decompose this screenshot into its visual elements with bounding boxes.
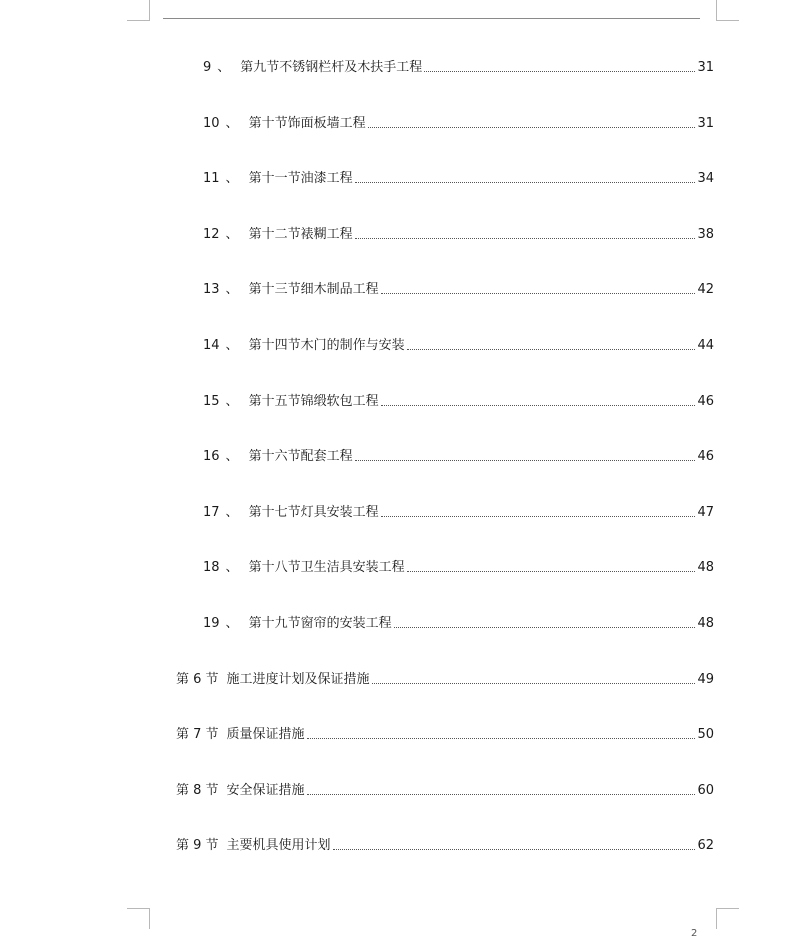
toc-entry-title: 质量保证措施: [226, 727, 305, 742]
toc-entry-page: 34: [697, 171, 714, 186]
toc-entry[interactable]: [176, 779, 714, 799]
toc-entry-number: 第 8 节: [176, 783, 219, 798]
toc-entry-number: 14: [203, 338, 220, 353]
toc-entry[interactable]: [203, 112, 714, 132]
toc-dot-leader: [407, 348, 696, 350]
toc-dot-leader: [372, 682, 696, 684]
toc-entry-separator: 、: [225, 116, 239, 131]
toc-entry-title: 第十六节配套工程: [248, 449, 353, 464]
toc-entry[interactable]: [203, 167, 714, 187]
toc-entry[interactable]: [176, 834, 714, 854]
toc-entry[interactable]: [176, 723, 714, 743]
page-corner-mark-bottom-left: [127, 908, 150, 929]
toc-entry[interactable]: [203, 278, 714, 298]
toc-dot-leader: [424, 70, 695, 72]
toc-entry-page: 62: [697, 838, 714, 853]
toc-entry-page: 38: [697, 227, 714, 242]
toc-entry-number: 13: [203, 282, 220, 297]
toc-entry-number: 第 6 节: [176, 672, 219, 687]
toc-dot-leader: [394, 626, 696, 628]
toc-entry-title: 第十一节油漆工程: [248, 171, 353, 186]
toc-entry-separator: 、: [225, 282, 239, 297]
toc-entry-separator: 、: [225, 505, 239, 520]
toc-entry-page: 48: [697, 560, 714, 575]
toc-entry-title: 第十三节细木制品工程: [248, 282, 379, 297]
toc-entry-page: 47: [697, 505, 714, 520]
toc-entry-number: 17: [203, 505, 220, 520]
toc-entry-number: 11: [203, 171, 220, 186]
toc-dot-leader: [355, 459, 696, 461]
toc-entry[interactable]: [203, 556, 714, 576]
toc-dot-leader: [333, 848, 696, 850]
toc-entry-title: 主要机具使用计划: [226, 838, 331, 853]
toc-entry[interactable]: [203, 612, 714, 632]
toc-entry-page: 46: [697, 449, 714, 464]
page-corner-mark-top-right: [716, 0, 739, 21]
toc-entry-page: 46: [697, 394, 714, 409]
page-corner-mark-top-left: [127, 0, 150, 21]
toc-entry[interactable]: [203, 445, 714, 465]
toc-entry[interactable]: [203, 56, 714, 76]
toc-dot-leader: [407, 570, 696, 572]
toc-dot-leader: [307, 737, 696, 739]
toc-entry-title: 第十七节灯具安装工程: [248, 505, 379, 520]
toc-entry-number: 15: [203, 394, 220, 409]
toc-dot-leader: [368, 126, 696, 128]
toc-entry-separator: 、: [225, 171, 239, 186]
page-number: 2: [691, 928, 698, 939]
toc-entry-number: 第 9 节: [176, 838, 219, 853]
toc-entry[interactable]: [176, 668, 714, 688]
toc-entry-title: 安全保证措施: [226, 783, 305, 798]
toc-entry-title: 第十五节锦缎软包工程: [248, 394, 379, 409]
toc-entry[interactable]: [203, 390, 714, 410]
toc-entry-number: 12: [203, 227, 220, 242]
toc-entry-separator: 、: [217, 60, 231, 75]
toc-entry-separator: 、: [225, 616, 239, 631]
toc-dot-leader: [381, 404, 696, 406]
header-rule: [163, 18, 700, 19]
toc-entry-number: 9: [203, 60, 212, 75]
toc-entry[interactable]: [203, 501, 714, 521]
toc-entry-title: 第十二节裱糊工程: [248, 227, 353, 242]
toc-dot-leader: [355, 237, 696, 239]
toc-entry-number: 19: [203, 616, 220, 631]
toc-entry-page: 49: [697, 672, 714, 687]
toc-entry-title: 第十八节卫生洁具安装工程: [248, 560, 405, 575]
toc-entry-title: 第十节饰面板墙工程: [248, 116, 366, 131]
page-corner-mark-bottom-right: [716, 908, 739, 929]
toc-entry-number: 18: [203, 560, 220, 575]
toc-entry-page: 31: [697, 116, 714, 131]
toc-dot-leader: [355, 181, 696, 183]
toc-dot-leader: [381, 515, 696, 517]
toc-entry-number: 第 7 节: [176, 727, 219, 742]
toc-entry[interactable]: [203, 334, 714, 354]
toc-entry-separator: 、: [225, 394, 239, 409]
toc-entry-page: 42: [697, 282, 714, 297]
toc-entry-separator: 、: [225, 560, 239, 575]
toc-entry-page: 50: [697, 727, 714, 742]
toc-entry-separator: 、: [225, 449, 239, 464]
toc-dot-leader: [381, 292, 696, 294]
toc-entry-page: 44: [697, 338, 714, 353]
toc-entry-page: 48: [697, 616, 714, 631]
toc-entry-page: 60: [697, 783, 714, 798]
toc-entry-title: 第十四节木门的制作与安装: [248, 338, 405, 353]
toc-entry-title: 第九节不锈钢栏杆及木扶手工程: [240, 60, 423, 75]
toc-entry-page: 31: [697, 60, 714, 75]
toc-entry-title: 施工进度计划及保证措施: [226, 672, 370, 687]
toc-entry-separator: 、: [225, 338, 239, 353]
toc-entry[interactable]: [203, 223, 714, 243]
toc-entry-separator: 、: [225, 227, 239, 242]
toc-dot-leader: [307, 793, 696, 795]
toc-entry-number: 10: [203, 116, 220, 131]
toc-entry-title: 第十九节窗帘的安装工程: [248, 616, 392, 631]
toc-entry-number: 16: [203, 449, 220, 464]
